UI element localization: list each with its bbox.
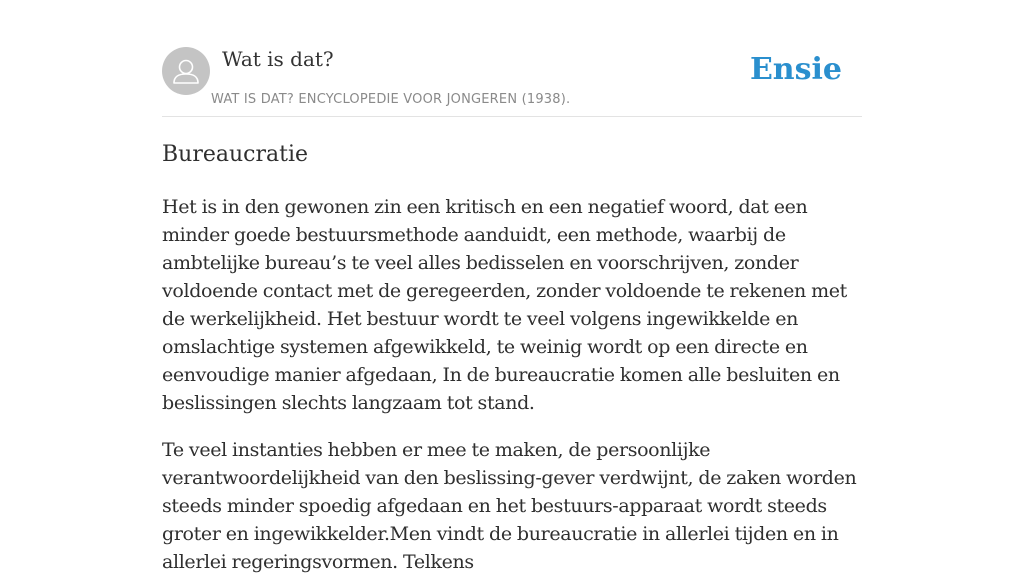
user-silhouette-icon[interactable]	[162, 47, 210, 95]
ensie-logo-link[interactable]: Ensie	[749, 52, 842, 87]
source-title[interactable]: Wat is dat?	[222, 47, 334, 71]
article-paragraph: Te veel instanties hebben er mee te maken, de persoonlijke verantwoordelijkheid van den beslissing-gever verdwijnt, de zaken worden steeds minder spoedig afgedaan en het bestuurs-apparaat wordt steeds groter en ingewikkelder.Men vindt de bureaucratie in allerlei tijden en in allerlei regeringsvormen. Telkens	[162, 439, 857, 573]
article-paragraph: Het is in den gewonen zin een kritisch en een negatief woord, dat een minder goede bestuursmethode aanduidt, een methode, waarbij de ambtelijke bureau’s te veel alles bedisselen en voorschrijven, zonder voldoende contact met de geregeerden, zonder voldoende te rekenen met de werkelijkheid. Het bestuur wordt te veel volgens ingewikkelde en omslachtige systemen afgewikkeld, te weinig wordt op een directe en eenvoudige manier afgedaan, In de bureaucratie komen alle besluiten en beslissingen slechts langzaam tot stand.	[162, 196, 847, 414]
source-header	[162, 46, 862, 117]
article-title: Bureaucratie	[162, 142, 309, 167]
article	[162, 140, 862, 576]
source-subtitle[interactable]: WAT IS DAT? ENCYCLOPEDIE VOOR JONGEREN (1938).	[211, 92, 571, 107]
